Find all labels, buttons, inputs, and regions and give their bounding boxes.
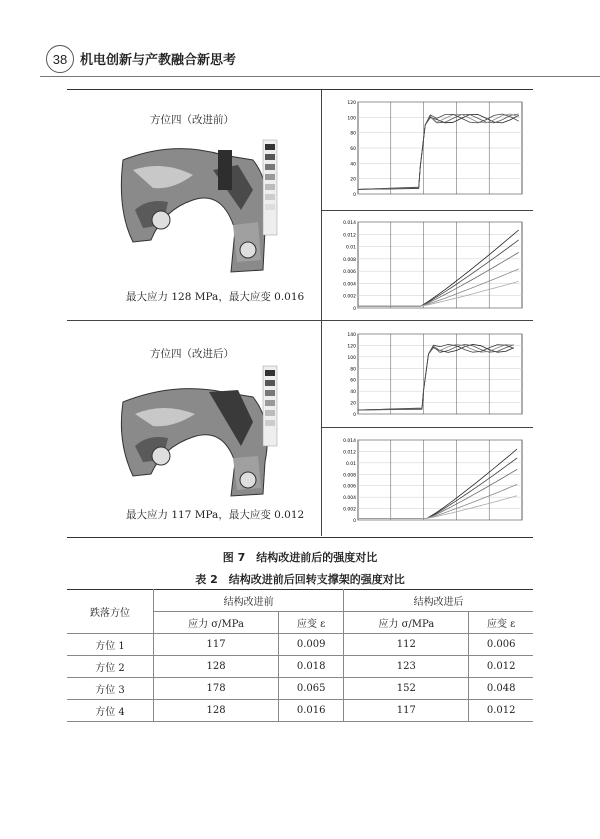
chart-before-stress-ytick-label: 40 — [350, 162, 356, 168]
cell-stress-before: 128 — [154, 656, 279, 678]
chart-after-stress — [330, 328, 526, 424]
col-group-after: 结构改进后 — [344, 590, 533, 612]
cell-stress-before: 128 — [154, 700, 279, 722]
cell-stress-after: 123 — [344, 656, 469, 678]
fem-contour-before — [113, 130, 281, 280]
figure-divider-right-bottom — [321, 427, 533, 428]
cell-strain-before: 0.065 — [279, 678, 344, 700]
cell-position: 方位 2 — [67, 656, 154, 678]
cell-strain-after: 0.012 — [469, 700, 533, 722]
cell-stress-before: 178 — [154, 678, 279, 700]
chart-before-strain-ytick-label: 0.01 — [345, 245, 356, 251]
page-number-badge — [46, 45, 74, 73]
chart-before-stress-ytick-label: 0 — [353, 193, 356, 198]
chart-after-stress-plot-area — [358, 334, 522, 414]
chart-before-stress-ytick-label: 20 — [350, 177, 356, 183]
figure-caption: 图 7 结构改进前后的强度对比 — [222, 551, 378, 564]
figure-divider-horizontal — [67, 320, 533, 321]
chart-before-strain-ytick-label: 0.014 — [343, 221, 356, 226]
chart-after-strain-ytick-label: 0.008 — [343, 473, 356, 479]
chart-before-stress-ytick-label: 60 — [350, 147, 356, 152]
chart-after-stress-ytick-label: 120 — [347, 344, 356, 350]
page-number: 38 — [52, 51, 68, 67]
chart-after-strain-ytick-label: 0.006 — [343, 484, 356, 490]
cell-strain-after: 0.048 — [469, 678, 533, 700]
before-panel-caption: 最大应力 128 MPa，最大应变 0.016 — [126, 291, 305, 303]
cell-strain-before: 0.018 — [279, 656, 344, 678]
chart-after-stress-ytick-label: 0 — [353, 413, 356, 418]
table-row — [67, 656, 533, 678]
col-header-strain-after: 应变 ε — [469, 612, 533, 634]
chart-before-strain-ytick-label: 0 — [353, 307, 356, 312]
chart-after-stress-ytick-label: 80 — [350, 367, 356, 373]
chart-after-strain — [330, 434, 526, 530]
col-header-position: 跌落方位 — [67, 590, 154, 634]
figure-divider-vertical — [321, 89, 322, 536]
cell-position: 方位 1 — [67, 634, 154, 656]
chart-before-strain-ytick-label: 0.012 — [343, 233, 356, 239]
chart-after-strain-ytick-label: 0.014 — [343, 439, 356, 444]
chart-before-stress — [330, 96, 526, 204]
chart-before-stress-ytick-label: 80 — [350, 131, 356, 137]
cell-position: 方位 4 — [67, 700, 154, 722]
after-panel-caption: 最大应力 117 MPa，最大应变 0.012 — [126, 509, 305, 521]
chart-before-strain-ytick-label: 0.002 — [343, 294, 356, 300]
chart-after-stress-ytick-label: 20 — [350, 401, 356, 407]
chart-after-strain-ytick-label: 0 — [353, 519, 356, 524]
col-group-before: 结构改进前 — [154, 590, 344, 612]
cell-strain-before: 0.009 — [279, 634, 344, 656]
table-row — [67, 700, 533, 722]
chart-after-strain-ytick-label: 0.004 — [343, 496, 356, 502]
fem-contour-after — [113, 362, 281, 502]
chart-after-stress-ytick-label: 40 — [350, 390, 356, 396]
chart-after-stress-ytick-label: 140 — [347, 333, 356, 338]
before-panel-label: 方位四（改进前） — [150, 114, 234, 126]
cell-stress-after: 112 — [344, 634, 469, 656]
after-panel-label: 方位四（改进后） — [150, 348, 234, 360]
col-header-stress-before: 应力 σ/MPa — [154, 612, 279, 634]
chart-after-strain-plot-area — [358, 440, 522, 520]
chart-after-strain-ytick-label: 0.01 — [345, 461, 356, 467]
cell-strain-after: 0.012 — [469, 656, 533, 678]
cell-strain-after: 0.006 — [469, 634, 533, 656]
chart-after-stress-ytick-label: 100 — [347, 355, 356, 361]
chart-after-strain-ytick-label: 0.012 — [343, 450, 356, 456]
table-row — [67, 678, 533, 700]
chart-before-strain-ytick-label: 0.008 — [343, 257, 356, 263]
col-header-stress-after: 应力 σ/MPa — [344, 612, 469, 634]
cell-stress-after: 117 — [344, 700, 469, 722]
cell-position: 方位 3 — [67, 678, 154, 700]
book-title: 机电创新与产教融合新思考 — [80, 53, 237, 68]
chart-before-strain-ytick-label: 0.004 — [343, 282, 356, 288]
chart-before-stress-ytick-label: 100 — [347, 116, 356, 122]
chart-after-strain-ytick-label: 0.002 — [343, 507, 356, 513]
table-caption: 表 2 结构改进前后回转支撑架的强度对比 — [195, 573, 405, 586]
cell-stress-before: 117 — [154, 634, 279, 656]
header-rule — [40, 76, 600, 77]
strength-comparison-table — [67, 589, 533, 722]
chart-before-stress-ytick-label: 120 — [347, 101, 356, 106]
col-header-strain-before: 应变 ε — [279, 612, 344, 634]
figure-divider-right-top — [321, 210, 533, 211]
chart-before-strain-ytick-label: 0.006 — [343, 270, 356, 276]
chart-after-stress-ytick-label: 60 — [350, 378, 356, 384]
chart-before-strain — [330, 216, 526, 318]
table-row — [67, 634, 533, 656]
cell-stress-after: 152 — [344, 678, 469, 700]
cell-strain-before: 0.016 — [279, 700, 344, 722]
